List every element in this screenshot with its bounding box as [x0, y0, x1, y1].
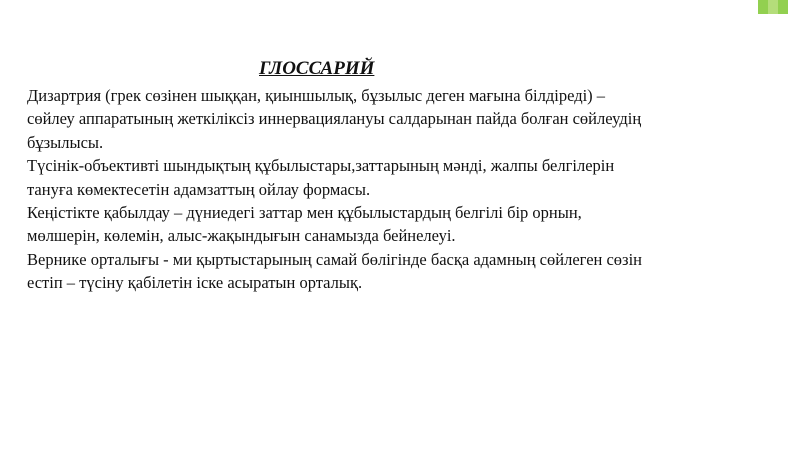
- accent-stripe-3: [778, 0, 788, 14]
- glossary-entry-dysarthria: Дизартрия (грек сөзінен шыққан, қиыншылық, бұзылыс деген мағына білдіреді) – сөйлеу аппаратының жеткіліксіз иннервациялануы салдарынан пайда болған сөйлеудің бұзылысы.: [27, 86, 642, 152]
- accent-stripe-1: [758, 0, 768, 14]
- corner-accent-bar: [758, 0, 788, 14]
- glossary-entry-wernicke-center: Верникe орталығы - ми қыртыстарының самай бөлігінде басқа адамның сөйлеген сөзін естіп – түсіну қабілетін іске асыратын орталық.: [27, 249, 642, 293]
- glossary-entry-spatial-perception: Кеңістікте қабылдау – дүниедегі заттар мен құбылыстардың белгілі бір орнын, мөлшерін, көлемін, алыс-жақындығын санамызда бейнелеуі.: [27, 203, 582, 246]
- slide-content: [27, 56, 647, 295]
- slide-title: ГЛОССАРИЙ: [259, 58, 375, 79]
- glossary-entry-concept: Түсінік-объективті шындықтың құбылыстары,заттарының мәнді, жалпы белгілерін тануға көмектесетін адамзаттың ойлау формасы.: [27, 156, 615, 199]
- accent-stripe-2: [768, 0, 778, 14]
